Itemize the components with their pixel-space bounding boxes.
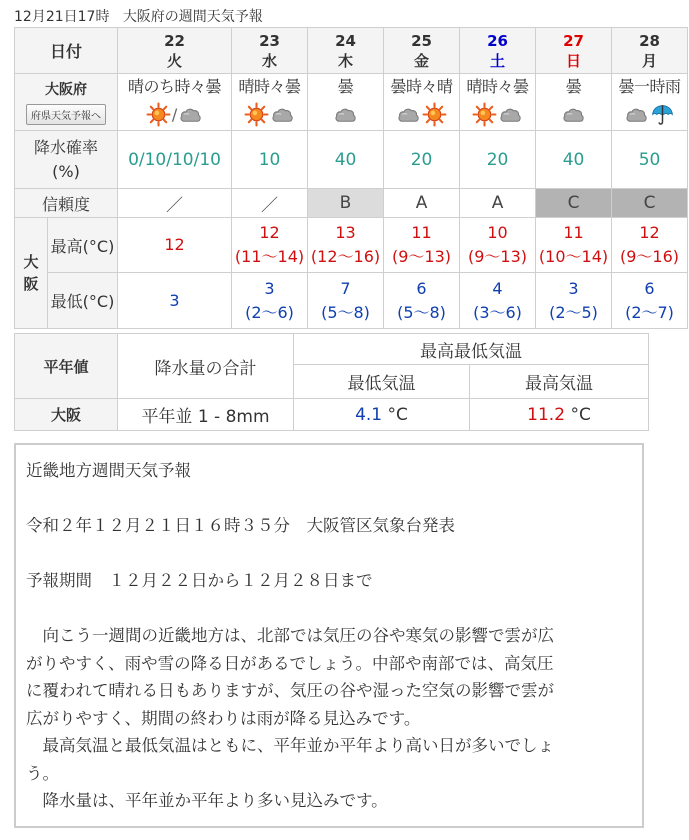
normals-label: 平年値 bbox=[15, 334, 118, 399]
min-temp-cell bbox=[232, 273, 308, 329]
min-temp-value: 7 bbox=[340, 278, 351, 298]
prefecture-forecast-button[interactable]: 府県天気予報へ bbox=[26, 104, 106, 125]
slash-separator: / bbox=[171, 104, 178, 124]
min-temp-range: (5〜8) bbox=[321, 302, 370, 322]
day-of-week: 木 bbox=[338, 51, 354, 70]
cloud-icon bbox=[561, 102, 586, 127]
min-temp-value: 6 bbox=[644, 278, 655, 298]
max-temp-value: 12 bbox=[259, 223, 280, 242]
max-temp-cell bbox=[308, 218, 384, 273]
pop-value: 20 bbox=[460, 131, 536, 189]
max-temp-range: (10〜14) bbox=[538, 247, 609, 266]
region-side-label-2: 阪 bbox=[23, 275, 39, 293]
weather-text: 曇一時雨 bbox=[618, 77, 681, 96]
umbrella-icon bbox=[650, 102, 675, 127]
pop-value: 20 bbox=[384, 131, 460, 189]
sun-icon bbox=[472, 102, 497, 127]
pop-label-line2: (%) bbox=[52, 161, 80, 181]
day-header bbox=[612, 28, 688, 74]
pop-value: 40 bbox=[308, 131, 384, 189]
min-temp-cell bbox=[384, 273, 460, 329]
day-of-week: 土 bbox=[490, 51, 506, 70]
reliability-value: A bbox=[384, 189, 460, 218]
region-cell bbox=[15, 74, 118, 131]
max-temp-cell bbox=[384, 218, 460, 273]
min-temp-cell bbox=[612, 273, 688, 329]
sun-icon bbox=[244, 102, 269, 127]
forecast-para1-line2: がりやすく、雨や雪の降る日があるでしょう。中部や南部では、高気圧 bbox=[26, 653, 554, 673]
day-header bbox=[384, 28, 460, 74]
weather-text: 曇時々晴 bbox=[390, 77, 453, 96]
pop-value: 40 bbox=[536, 131, 612, 189]
region-side-label-1: 大 bbox=[23, 253, 39, 271]
cloud-icon bbox=[333, 102, 358, 127]
max-temp-range: (9〜13) bbox=[392, 247, 452, 266]
day-date: 26 bbox=[487, 31, 508, 50]
weather-text: 曇 bbox=[565, 77, 582, 96]
normal-max-unit: °C bbox=[570, 404, 591, 425]
date-label: 日付 bbox=[15, 28, 118, 74]
page-header bbox=[14, 6, 263, 26]
reliability-value: B bbox=[308, 189, 384, 218]
day-date: 25 bbox=[411, 31, 432, 50]
normal-max-cell bbox=[470, 399, 649, 431]
normal-max-value: 11.2 bbox=[527, 404, 566, 425]
forecast-text-box bbox=[14, 443, 644, 828]
forecast-para1-line1: 向こう一週間の近畿地方は、北部では気圧の谷や寒気の影響で雲が広 bbox=[26, 626, 554, 645]
weather-cell bbox=[308, 74, 384, 131]
max-temp-value: 11 bbox=[411, 223, 432, 242]
max-temp-label: 最高(°C) bbox=[48, 218, 118, 273]
weather-cell bbox=[118, 74, 232, 131]
issued-time: 12月21日17時 bbox=[14, 9, 110, 25]
min-temp-label: 最低(°C) bbox=[48, 273, 118, 329]
max-temp-value: 12 bbox=[164, 235, 185, 254]
day-of-week: 金 bbox=[414, 51, 430, 70]
day-header bbox=[232, 28, 308, 74]
pop-value: 0/10/10/10 bbox=[118, 131, 232, 189]
reliability-label: 信頼度 bbox=[15, 189, 118, 218]
min-temp-value: 3 bbox=[264, 278, 275, 298]
pop-value: 50 bbox=[612, 131, 688, 189]
forecast-period: 予報期間 １２月２２日から１２月２８日まで bbox=[26, 571, 373, 590]
precip-value: 平年並 1 - 8mm bbox=[118, 399, 294, 431]
reliability-value: ／ bbox=[232, 189, 308, 218]
min-temp-header: 最低気温 bbox=[294, 365, 470, 399]
weather-cell bbox=[384, 74, 460, 131]
max-temp-cell bbox=[232, 218, 308, 273]
min-temp-range: (2〜6) bbox=[245, 302, 294, 322]
day-header bbox=[536, 28, 612, 74]
region-side-label bbox=[15, 218, 48, 329]
reliability-value: C bbox=[612, 189, 688, 218]
pop-value: 10 bbox=[232, 131, 308, 189]
min-temp-cell bbox=[460, 273, 536, 329]
max-temp-value: 11 bbox=[563, 223, 584, 242]
temp-header: 最高最低気温 bbox=[294, 334, 649, 365]
forecast-title: 近畿地方週間天気予報 bbox=[26, 461, 191, 480]
weather-text: 晴のち時々曇 bbox=[128, 77, 222, 96]
max-temp-cell bbox=[460, 218, 536, 273]
max-temp-range: (9〜13) bbox=[468, 247, 528, 266]
weather-cell bbox=[232, 74, 308, 131]
sun-icon bbox=[146, 102, 171, 127]
reliability-value: A bbox=[460, 189, 536, 218]
normal-min-value: 4.1 bbox=[355, 404, 383, 425]
region-label: 大阪府 bbox=[45, 82, 87, 98]
max-temp-value: 10 bbox=[487, 223, 508, 242]
min-temp-value: 4 bbox=[492, 278, 503, 298]
max-temp-cell bbox=[612, 218, 688, 273]
cloud-icon bbox=[396, 102, 421, 127]
sun-icon bbox=[422, 102, 447, 127]
min-temp-value: 3 bbox=[568, 278, 579, 298]
min-temp-cell bbox=[118, 273, 232, 329]
day-date: 27 bbox=[563, 31, 584, 50]
day-of-week: 月 bbox=[642, 51, 658, 70]
day-of-week: 水 bbox=[262, 51, 278, 70]
normal-min-cell bbox=[294, 399, 470, 431]
min-temp-range: (2〜5) bbox=[549, 302, 598, 322]
day-date: 28 bbox=[639, 31, 660, 50]
normal-min-unit: °C bbox=[387, 404, 408, 425]
precip-header: 降水量の合計 bbox=[118, 334, 294, 399]
forecast-para1-line4: 広がりやすく、期間の終わりは雨が降る見込みです。 bbox=[26, 708, 421, 728]
day-header bbox=[118, 28, 232, 74]
min-temp-cell bbox=[308, 273, 384, 329]
weather-cell bbox=[536, 74, 612, 131]
reliability-value: C bbox=[536, 189, 612, 218]
day-of-week: 日 bbox=[566, 51, 582, 70]
max-temp-range: (9〜16) bbox=[620, 247, 680, 266]
forecast-para3-line1: 降水量は、平年並か平年より多い見込みです。 bbox=[26, 791, 388, 810]
max-temp-range: (12〜16) bbox=[310, 247, 381, 266]
pop-label bbox=[15, 131, 118, 189]
forecast-para2-line2: う。 bbox=[26, 763, 59, 783]
day-date: 24 bbox=[335, 31, 356, 50]
weather-cell bbox=[460, 74, 536, 131]
cloud-icon bbox=[624, 102, 649, 127]
min-temp-range: (2〜7) bbox=[625, 302, 674, 322]
forecast-para1-line3: に覆われて晴れる日もありますが、気圧の谷や湿った空気の影響で雲が bbox=[26, 681, 554, 700]
max-temp-cell bbox=[118, 218, 232, 273]
weather-cell bbox=[612, 74, 688, 131]
max-temp-value: 12 bbox=[639, 223, 660, 242]
page-title: 大阪府の週間天気予報 bbox=[122, 9, 263, 25]
day-header bbox=[308, 28, 384, 74]
pop-label-line1: 降水確率 bbox=[34, 137, 99, 157]
day-date: 23 bbox=[259, 31, 280, 50]
max-temp-value: 13 bbox=[335, 223, 356, 242]
reliability-value: ／ bbox=[118, 189, 232, 218]
cloud-icon bbox=[270, 102, 295, 127]
day-header bbox=[460, 28, 536, 74]
normals-region: 大阪 bbox=[15, 399, 118, 431]
forecast-para2-line1: 最高気温と最低気温はともに、平年並か平年より高い日が多いでしょ bbox=[26, 736, 554, 755]
weather-text: 曇 bbox=[337, 77, 354, 96]
max-temp-cell bbox=[536, 218, 612, 273]
max-temp-range: (11〜14) bbox=[234, 247, 305, 266]
forecast-issued: 令和２年１２月２１日１６時３５分 大阪管区気象台発表 bbox=[26, 516, 455, 535]
min-temp-cell bbox=[536, 273, 612, 329]
cloud-icon bbox=[178, 102, 203, 127]
max-temp-header: 最高気温 bbox=[470, 365, 649, 399]
weekly-forecast-table bbox=[14, 27, 688, 329]
weather-text: 晴時々曇 bbox=[238, 77, 301, 96]
weather-text: 晴時々曇 bbox=[466, 77, 529, 96]
day-of-week: 火 bbox=[167, 51, 183, 70]
min-temp-value: 3 bbox=[169, 290, 180, 310]
min-temp-range: (5〜8) bbox=[397, 302, 446, 322]
normals-table bbox=[14, 333, 649, 431]
min-temp-range: (3〜6) bbox=[473, 302, 522, 322]
cloud-icon bbox=[498, 102, 523, 127]
day-date: 22 bbox=[164, 31, 185, 50]
min-temp-value: 6 bbox=[416, 278, 427, 298]
